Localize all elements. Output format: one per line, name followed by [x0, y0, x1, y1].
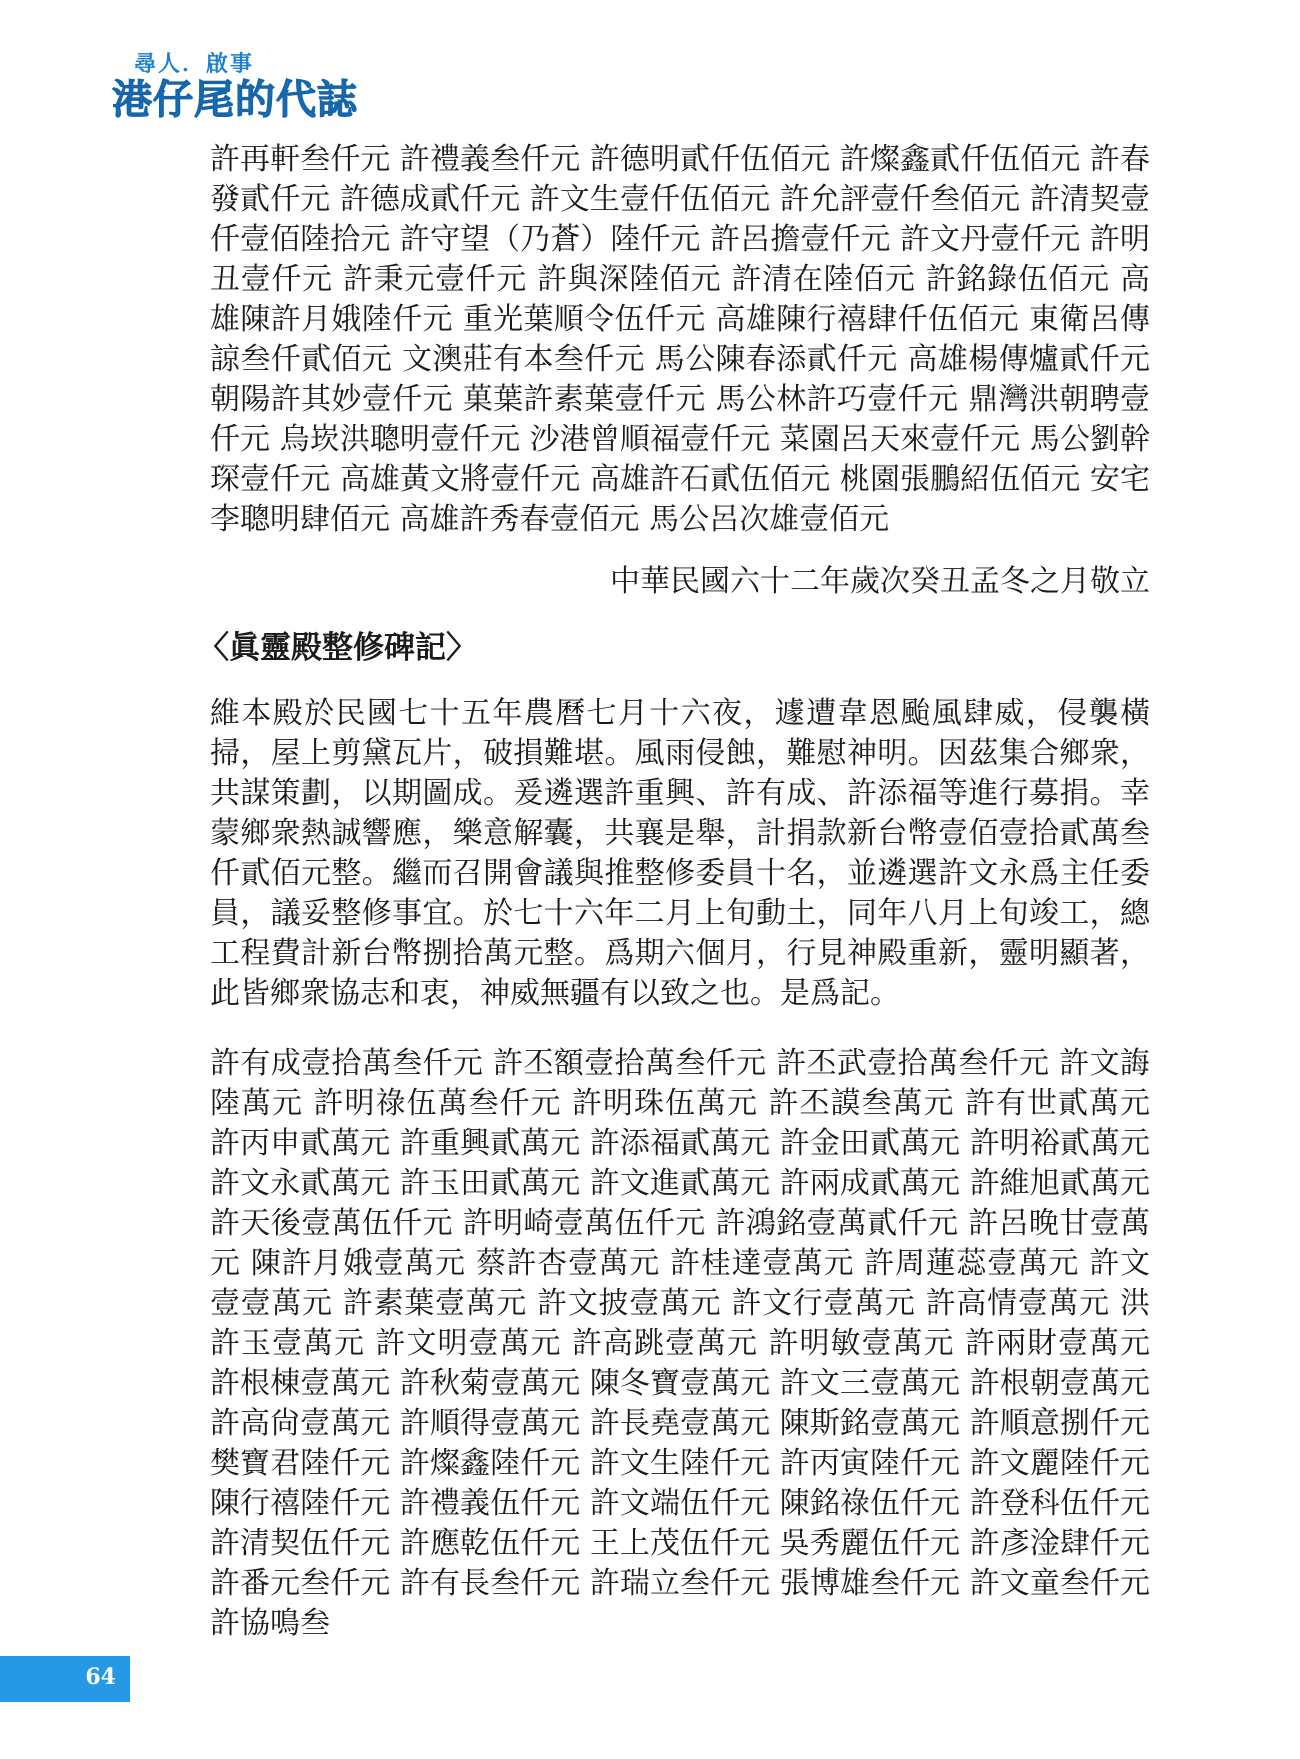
- dedication-date: 中華民國六十二年歲次癸丑孟冬之月敬立: [610, 564, 1150, 599]
- renovation-record-text: 維本殿於民國七十五年農曆七月十六夜，遽遭韋恩颱風肆威，侵襲橫掃，屋上剪黛瓦片，破損難堪。風雨侵蝕，難慰神明。因茲集合鄉衆，共謀策劃，以期圖成。爰遴選許重興、許有成、許添福等進行募捐。幸蒙鄉衆熱誠響應，樂意解囊，共襄是舉，計捐款新台幣壹佰壹拾貳萬叁仟貳佰元整。繼而召開會議與推整修委員十名，並遴選許文永爲主任委員，議妥整修事宜。於七十六年二月上旬動土，同年八月上旬竣工，總工程費計新台幣捌拾萬元整。爲期六個月，行見神殿重新，靈明顯著，此皆鄉衆協志和衷，神威無疆有以致之也。是爲記。: [210, 696, 1150, 1011]
- publication-logo: [112, 52, 372, 122]
- donor-list-1973: 許再軒叁仟元 許禮義叁仟元 許德明貳仟伍佰元 許燦鑫貳仟伍佰元 許春發貳仟元 許德成貳仟元 許文生壹仟伍佰元 許允評壹仟叁佰元 許清契壹仟壹佰陸拾元 許守望（乃蒼）陸仟元 許呂擔壹仟元 許文丹壹仟元 許明丑壹仟元 許秉元壹仟元 許與深陸佰元 許清在陸佰元 許銘錄伍佰元 高雄陳許月娥陸仟元 重光葉順令伍仟元 高雄陳行禧肆仟伍佰元 東衛呂傳諒叁仟貳佰元 文澳莊有本叁仟元 馬公陳春添貳仟元 高雄楊傳爐貳仟元 朝陽許其妙壹仟元 菓葉許素葉壹仟元 馬公林許巧壹仟元 鼎灣洪朝聘壹仟元 烏崁洪聰明壹仟元 沙港曾順福壹仟元 菜園呂天來壹仟元 馬公劉幹琛壹仟元 高雄黃文將壹仟元 高雄許石貳伍佰元 桃園張鵬紹伍佰元 安宅李聰明肆佰元 高雄許秀春壹佰元 馬公呂次雄壹佰元: [210, 142, 1150, 537]
- donor-list-1987: 許有成壹拾萬叁仟元 許丕額壹拾萬叁仟元 許丕武壹拾萬叁仟元 許文誨陸萬元 許明祿伍萬叁仟元 許明珠伍萬元 許丕謨叁萬元 許有世貳萬元 許丙申貳萬元 許重興貳萬元 許添福貳萬元 許金田貳萬元 許明裕貳萬元 許文永貳萬元 許玉田貳萬元 許文進貳萬元 許兩成貳萬元 許維旭貳萬元 許天後壹萬伍仟元 許明崎壹萬伍仟元 許鴻銘壹萬貳仟元 許呂晚甘壹萬元 陳許月娥壹萬元 蔡許杏壹萬元 許桂達壹萬元 許周蓮蕊壹萬元 許文壹壹萬元 許素葉壹萬元 許文披壹萬元 許文行壹萬元 許高情壹萬元 洪許玉壹萬元 許文明壹萬元 許高跳壹萬元 許明敏壹萬元 許兩財壹萬元 許根棟壹萬元 許秋菊壹萬元 陳冬寶壹萬元 許文三壹萬元 許根朝壹萬元 許高尙壹萬元 許順得壹萬元 許長堯壹萬元 陳斯銘壹萬元 許順意捌仟元 樊寶君陸仟元 許燦鑫陸仟元 許文生陸仟元 許丙寅陸仟元 許文麗陸仟元 陳行禧陸仟元 許禮義伍仟元 許文端伍仟元 陳銘祿伍仟元 許登科伍仟元 許清契伍仟元 許應乾伍仟元 王上茂伍仟元 吳秀麗伍仟元 許彥淦肆仟元 許番元叁仟元 許有長叁仟元 許瑞立叁仟元 張博雄叁仟元 許文童叁仟元 許協鳴叁: [210, 1046, 1150, 1641]
- section-title: 〈眞靈殿整修碑記〉: [198, 630, 477, 666]
- page-number-tab: [0, 1656, 130, 1702]
- logo-title: 港仔尾的代誌: [112, 77, 358, 123]
- logo-subtitle: 尋人．啟事: [134, 52, 255, 77]
- page-number: 64: [85, 1664, 116, 1690]
- page-body: [198, 140, 1150, 1644]
